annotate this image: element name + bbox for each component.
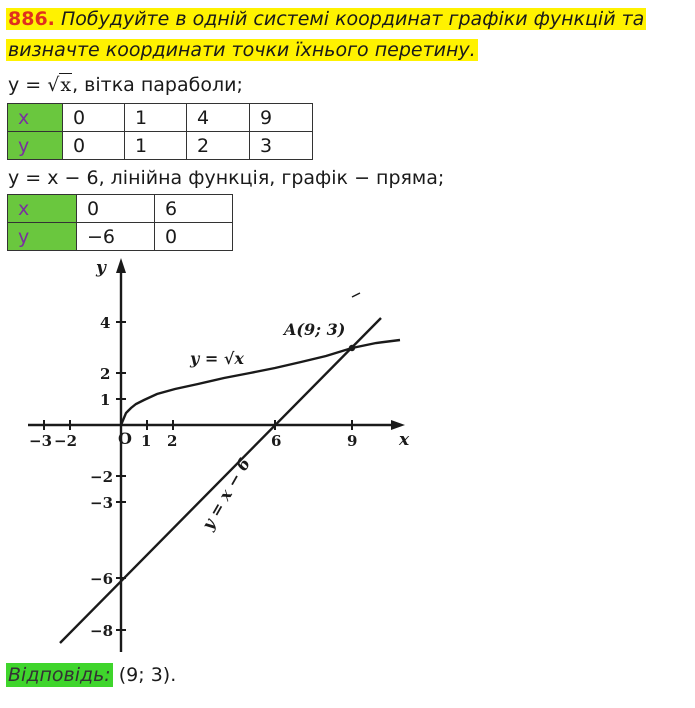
function2-line: y = x − 6, лінійна функція, графік − пряма; [8, 167, 445, 189]
table1-x-header: x [8, 104, 63, 132]
x-tick-label: 9 [347, 432, 358, 450]
x-tick-label: −3 [29, 432, 53, 450]
y-tick-label: 4 [100, 314, 111, 332]
x-axis-arrow [391, 420, 405, 430]
line-label: y = x − 6 [198, 455, 254, 533]
table1-x-cell: 0 [63, 104, 125, 132]
y-axis-label: y [96, 258, 106, 278]
task-number: 886. [8, 8, 55, 30]
table1-x-cell: 9 [250, 104, 313, 132]
table2-y-cell: −6 [77, 223, 155, 251]
curve-label: y = √x [190, 349, 244, 368]
y-tick-label: 2 [100, 365, 111, 383]
x-tick-label: −2 [54, 432, 78, 450]
table2-x-cell: 0 [77, 195, 155, 223]
corner-mark [352, 293, 360, 297]
answer-value: (9; 3). [112, 664, 177, 686]
y-tick-label: −3 [90, 494, 114, 512]
table1-y-cell: 3 [250, 132, 313, 160]
table1-x-cell: 4 [187, 104, 250, 132]
x-tick-label: 2 [167, 432, 178, 450]
table1-x-cell: 1 [125, 104, 187, 132]
y-tick-label: 1 [100, 391, 111, 409]
origin-label: O [118, 429, 132, 448]
y-tick-label: −6 [90, 570, 114, 588]
intersection-point [349, 345, 355, 351]
table2-x-cell: 6 [155, 195, 233, 223]
table1-y-cell: 2 [187, 132, 250, 160]
table1-y-cell: 1 [125, 132, 187, 160]
sqrt-symbol: √x [47, 74, 72, 96]
table1-y-header: y [8, 132, 63, 160]
x-tick-label: 1 [141, 432, 152, 450]
y-tick-label: −2 [90, 468, 114, 486]
x-axis-label: x [399, 430, 410, 450]
x-tick-label: 6 [271, 432, 282, 450]
y-axis-arrow [116, 258, 126, 273]
task-text: Побудуйте в одній системі координат графіки функцій та визначте координати точки їхнього перетину. [8, 8, 645, 61]
table2-y-header: y [8, 223, 77, 251]
answer [6, 664, 176, 686]
y-tick-label: −8 [90, 622, 114, 640]
radicand: x [60, 74, 72, 96]
function1-lhs: y = [8, 74, 48, 96]
point-label: A(9; 3) [284, 320, 346, 339]
sqrt-curve [121, 340, 400, 425]
answer-label: Відповідь: [8, 664, 111, 686]
table2-y-cell: 0 [155, 223, 233, 251]
function1-desc: , вітка параболи; [72, 74, 243, 96]
table1-y-cell: 0 [63, 132, 125, 160]
table2-x-header: x [8, 195, 77, 223]
